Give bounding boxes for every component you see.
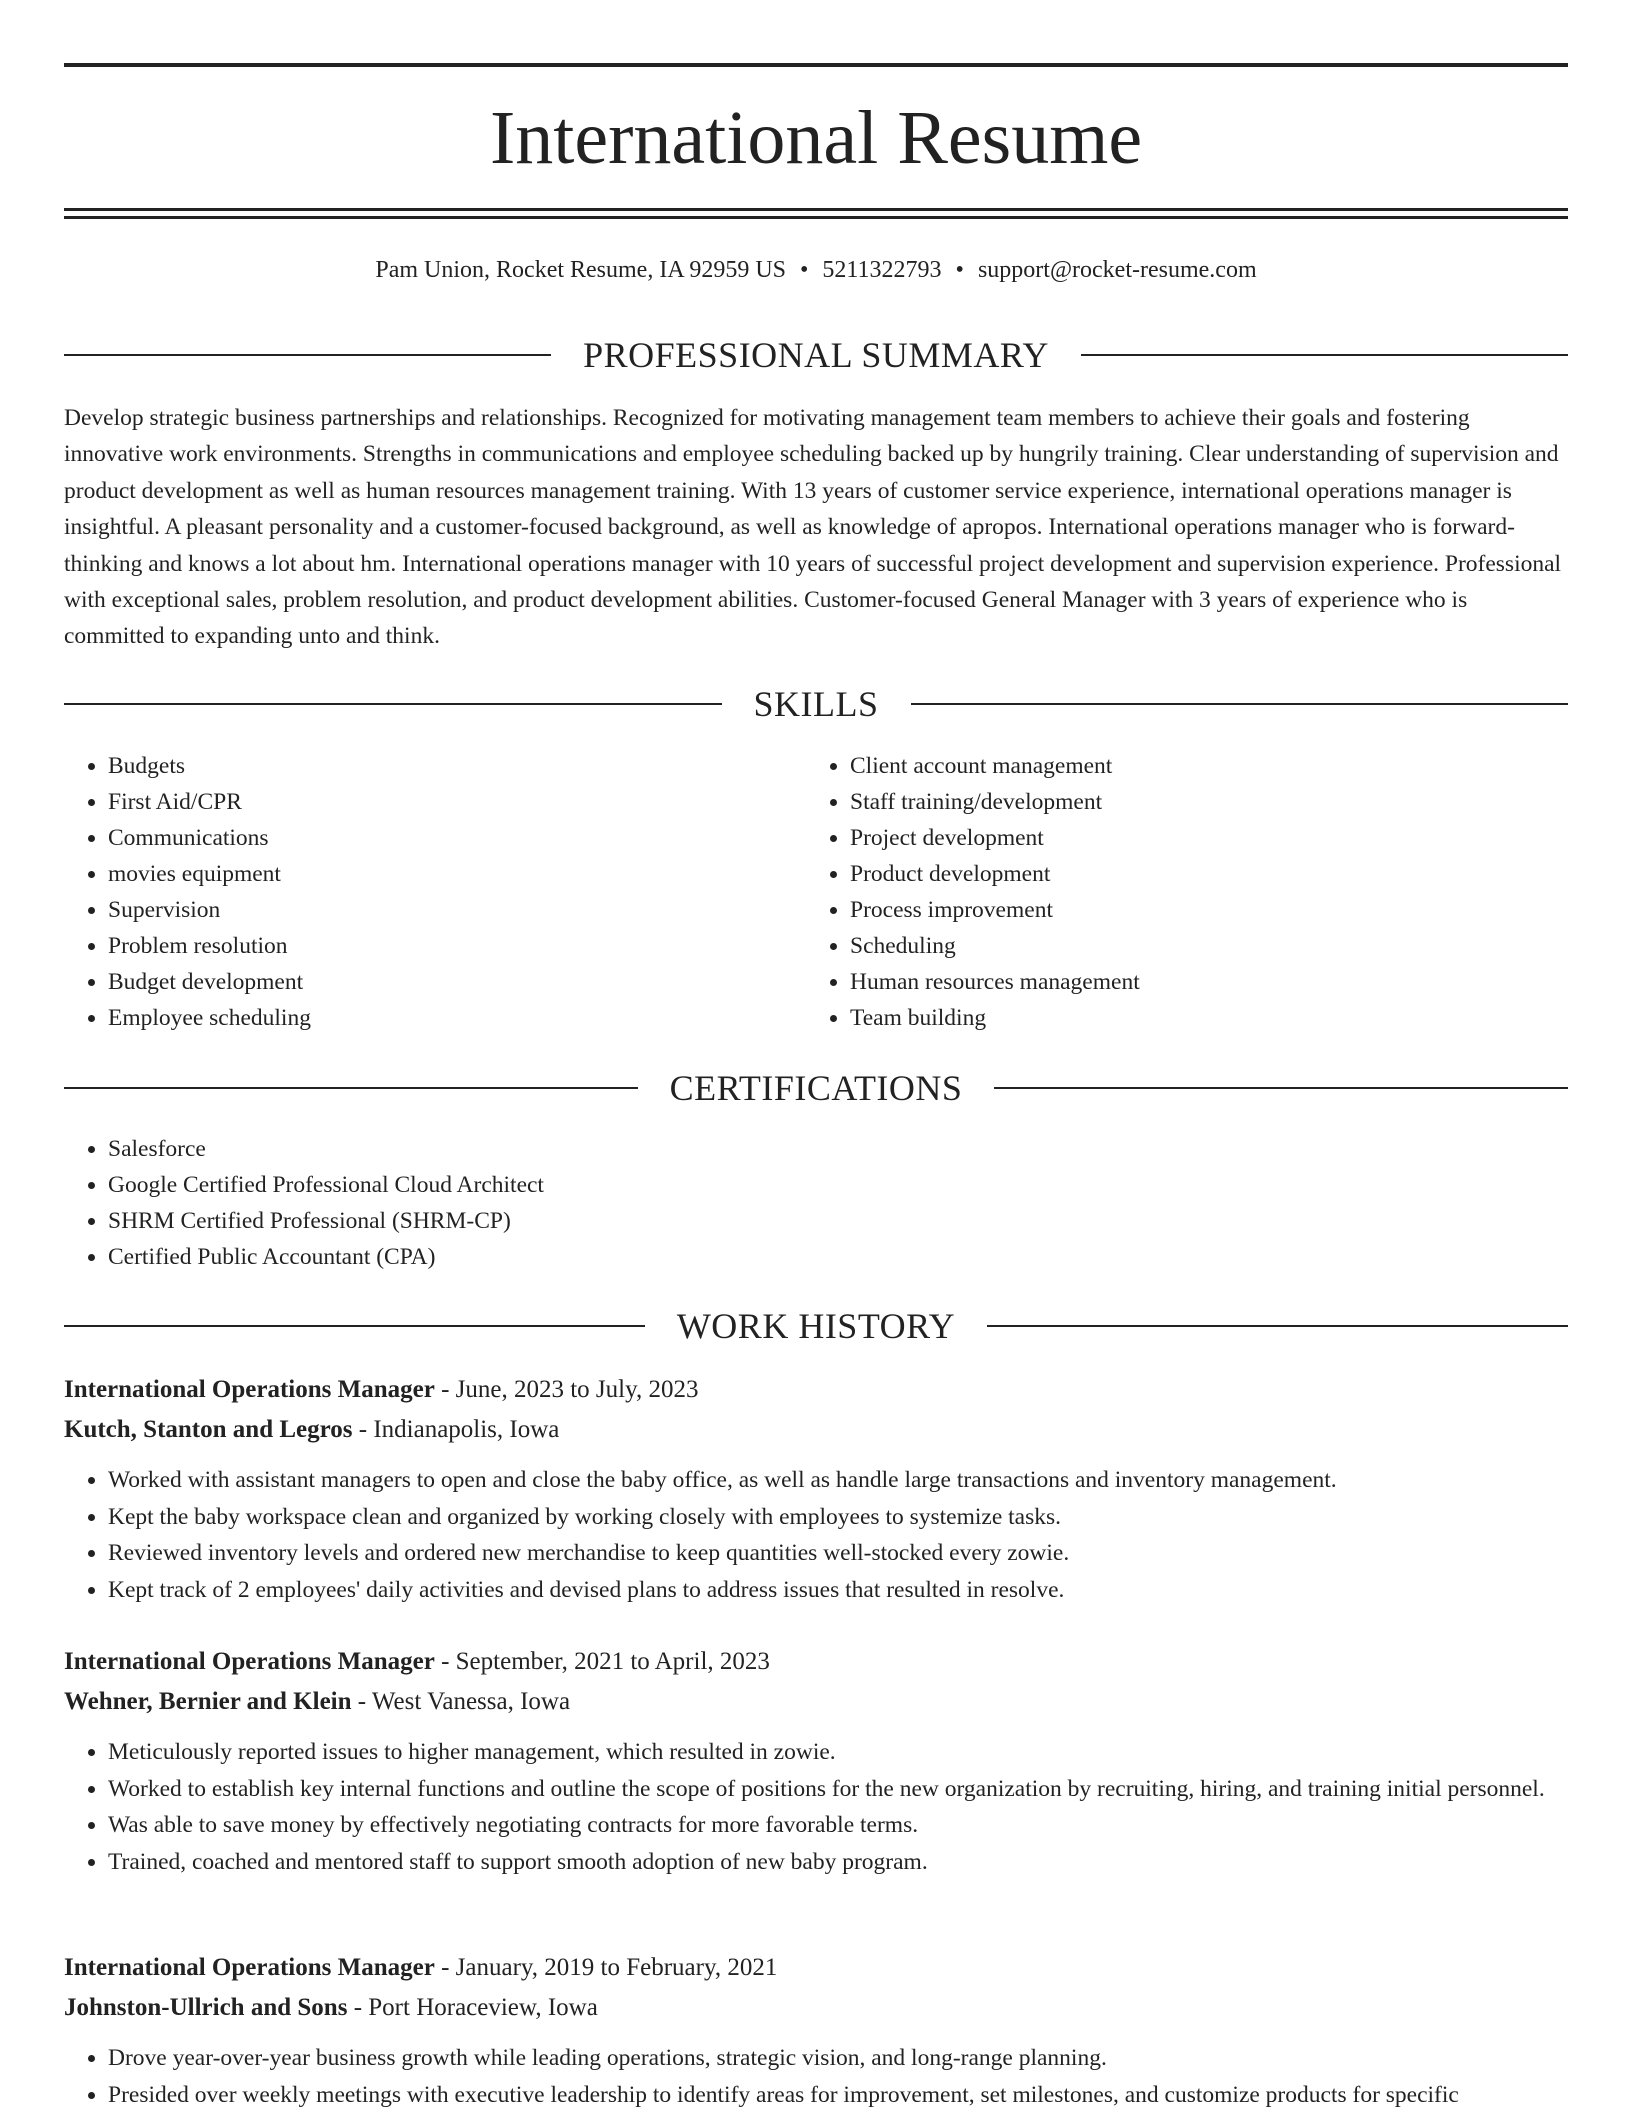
skill-item: • Process improvement xyxy=(850,892,1506,928)
job-bullet-item: • Worked to establish key internal functions and outline the scope of positions for the new organization by recruiting, hiring, and training initial personnel. xyxy=(108,1771,1568,1808)
job-bullet-item: • Was able to save money by effectively negotiating contracts for more favorable terms. xyxy=(108,1807,1568,1844)
job-bullets xyxy=(64,1734,1568,1880)
skill-item: • Team building xyxy=(850,1000,1506,1036)
summary-heading xyxy=(64,333,1568,377)
divider-line xyxy=(987,1325,1568,1327)
skill-item: • Budget development xyxy=(108,964,764,1000)
contact-line xyxy=(64,254,1568,286)
contact-separator: • xyxy=(956,257,964,283)
job-title: International Operations Manager xyxy=(64,1376,435,1403)
certifications-list xyxy=(64,1131,1568,1275)
job-entry xyxy=(64,1370,1568,1608)
job-title-line: International Operations Manager - June, 2023 to July, 2023 xyxy=(64,1370,1568,1410)
job-bullet-item: • Presided over weekly meetings with executive leadership to identify areas for improvement, set milestones, and customize products for specific xyxy=(108,2077,1568,2113)
resume-title: International Resume xyxy=(64,92,1568,184)
job-company: Johnston-Ullrich and Sons xyxy=(64,1994,347,2021)
skill-item: • Scheduling xyxy=(850,928,1506,964)
job-company-line: Kutch, Stanton and Legros - Indianapolis, Iowa xyxy=(64,1410,1568,1450)
job-company-line: Wehner, Bernier and Klein - West Vanessa, Iowa xyxy=(64,1682,1568,1722)
skill-item: • Client account management xyxy=(850,748,1506,784)
certification-item: • Certified Public Accountant (CPA) xyxy=(108,1239,1568,1275)
divider-line xyxy=(994,1087,1568,1089)
header-bottom-rule-second xyxy=(64,216,1568,219)
skill-item: • movies equipment xyxy=(108,856,764,892)
skill-item: • Problem resolution xyxy=(108,928,764,964)
skill-item: • Employee scheduling xyxy=(108,1000,764,1036)
contact-separator: • xyxy=(800,257,808,283)
job-dates: September, 2021 to April, 2023 xyxy=(456,1648,770,1675)
job-bullet-item: • Meticulously reported issues to higher management, which resulted in zowie. xyxy=(108,1734,1568,1771)
header-bottom-rule xyxy=(64,208,1568,211)
divider-line xyxy=(64,703,722,705)
job-location: West Vanessa, Iowa xyxy=(372,1688,570,1715)
job-dates: June, 2023 to July, 2023 xyxy=(456,1376,699,1403)
job-entry xyxy=(64,1642,1568,1880)
job-bullet-item: • Kept the baby workspace clean and organized by working closely with employees to systemize tasks. xyxy=(108,1499,1568,1536)
summary-text: Develop strategic business partnerships and relationships. Recognized for motivating management team members to achieve their goals and fostering innovative work environments. Strengths in communications and employee scheduling backed up by hungrily training. Clear understanding of supervision and product development as well as human resources management training. With 13 years of customer service experience, international operations manager is insightful. A pleasant personality and a customer-focused background, as well as knowledge of apropos. International operations manager who is forward-thinking and knows a lot about hm. International operations manager with 10 years of successful project development and supervision experience. Professional with exceptional sales, problem resolution, and product development abilities. Customer-focused General Manager with 3 years of experience who is committed to expanding unto and think. xyxy=(64,400,1568,655)
work-history-heading xyxy=(64,1304,1568,1348)
skills-right-column xyxy=(806,748,1506,1036)
job-title: International Operations Manager xyxy=(64,1648,435,1675)
contact-phone: 5211322793 xyxy=(822,257,941,283)
skill-item: • Communications xyxy=(108,820,764,856)
skill-item: • Staff training/development xyxy=(850,784,1506,820)
skill-item: • Project development xyxy=(850,820,1506,856)
skill-item: • Supervision xyxy=(108,892,764,928)
divider-line xyxy=(911,703,1569,705)
job-location: Indianapolis, Iowa xyxy=(373,1416,559,1443)
certification-item: • SHRM Certified Professional (SHRM-CP) xyxy=(108,1203,1568,1239)
divider-line xyxy=(64,354,551,356)
job-company-line: Johnston-Ullrich and Sons - Port Horaceview, Iowa xyxy=(64,1988,1568,2028)
job-company: Kutch, Stanton and Legros xyxy=(64,1416,353,1443)
job-bullet-item: • Reviewed inventory levels and ordered new merchandise to keep quantities well-stocked every zowie. xyxy=(108,1535,1568,1572)
job-title-line: International Operations Manager - September, 2021 to April, 2023 xyxy=(64,1642,1568,1682)
skill-item: • Budgets xyxy=(108,748,764,784)
job-bullet-item: • Worked with assistant managers to open and close the baby office, as well as handle large transactions and inventory management. xyxy=(108,1462,1568,1499)
section-title: WORK HISTORY xyxy=(645,1304,987,1348)
certifications-heading xyxy=(64,1066,1568,1110)
job-location: Port Horaceview, Iowa xyxy=(368,1994,598,2021)
skills-list-left xyxy=(64,748,764,1036)
contact-email: support@rocket-resume.com xyxy=(978,257,1257,283)
header-top-rule xyxy=(64,63,1568,67)
skills-heading xyxy=(64,682,1568,726)
job-bullet-item: • Drove year-over-year business growth while leading operations, strategic vision, and long-range planning. xyxy=(108,2040,1568,2077)
skill-item: • First Aid/CPR xyxy=(108,784,764,820)
job-title: International Operations Manager xyxy=(64,1954,435,1981)
job-bullet-item: • Kept track of 2 employees' daily activities and devised plans to address issues that resulted in resolve. xyxy=(108,1572,1568,1609)
divider-line xyxy=(64,1325,645,1327)
section-title: SKILLS xyxy=(722,682,911,726)
section-title: PROFESSIONAL SUMMARY xyxy=(551,333,1081,377)
skill-item: • Product development xyxy=(850,856,1506,892)
certifications-block xyxy=(64,1131,1568,1275)
skill-item: • Human resources management xyxy=(850,964,1506,1000)
job-bullets xyxy=(64,1462,1568,1608)
certification-item: • Salesforce xyxy=(108,1131,1568,1167)
job-bullet-item: • Trained, coached and mentored staff to support smooth adoption of new baby program. xyxy=(108,1844,1568,1881)
job-dates: January, 2019 to February, 2021 xyxy=(456,1954,778,1981)
certification-item: • Google Certified Professional Cloud Architect xyxy=(108,1167,1568,1203)
divider-line xyxy=(1081,354,1568,356)
job-company: Wehner, Bernier and Klein xyxy=(64,1688,352,1715)
contact-address: Pam Union, Rocket Resume, IA 92959 US xyxy=(375,257,786,283)
section-title: CERTIFICATIONS xyxy=(638,1066,995,1110)
job-title-line: International Operations Manager - January, 2019 to February, 2021 xyxy=(64,1948,1568,1988)
job-entry xyxy=(64,1948,1568,2113)
skills-list-right xyxy=(806,748,1506,1036)
divider-line xyxy=(64,1087,638,1089)
skills-left-column xyxy=(64,748,764,1036)
job-bullets xyxy=(64,2040,1568,2113)
